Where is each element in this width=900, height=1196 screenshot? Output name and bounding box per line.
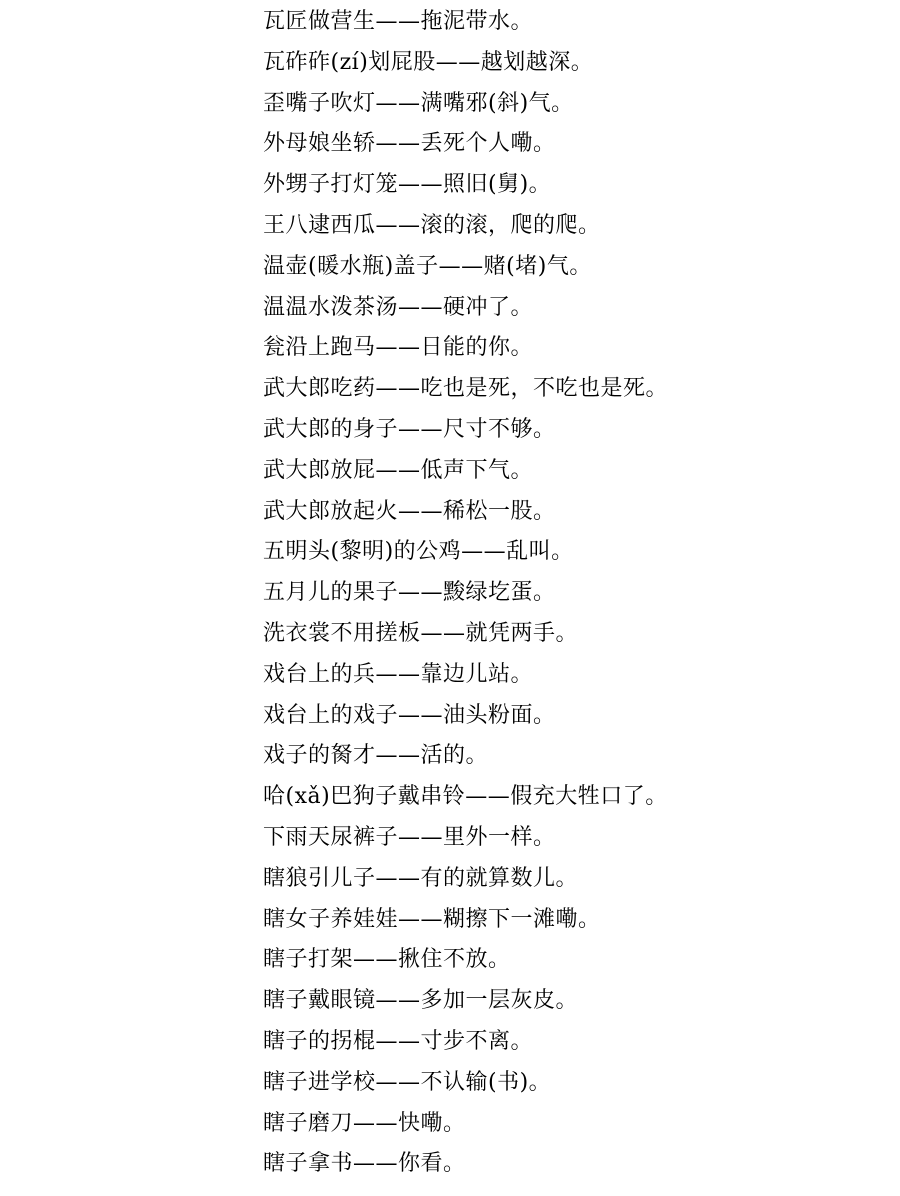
proverb-line: 瓦砟砟(zí)划屁股——越划越深。 (263, 49, 594, 75)
proverb-line: 五月儿的果子——黢绿圪蛋。 (263, 580, 556, 606)
proverb-line: 瞎子磨刀——快嘞。 (263, 1110, 466, 1136)
proverb-line: 戏台上的兵——靠边儿站。 (263, 661, 534, 687)
proverb-line: 瞎子进学校——不认输(书)。 (263, 1069, 552, 1095)
proverb-line: 瓦匠做营生——拖泥带水。 (263, 9, 534, 34)
proverb-line: 外甥子打灯笼——照旧(舅)。 (263, 172, 552, 198)
proverb-line: 下雨天尿裤子——里外一样。 (263, 824, 556, 850)
proverb-line: 哈(xǎ)巴狗子戴串铃——假充大牲口了。 (263, 784, 668, 810)
proverb-line: 武大郎的身子——尺寸不够。 (263, 416, 556, 442)
proverb-line: 武大郎吃药——吃也是死，不吃也是死。 (263, 376, 669, 402)
proverb-line: 武大郎放屁——低声下气。 (263, 457, 534, 483)
proverb-line: 瞎子拿书——你看。 (263, 1151, 466, 1177)
proverb-line: 歪嘴子吹灯——满嘴邪(斜)气。 (263, 90, 574, 116)
proverb-line: 瞎狼引儿子——有的就算数儿。 (263, 865, 579, 891)
proverb-line: 王八逮西瓜——滚的滚，爬的爬。 (263, 212, 601, 238)
proverb-line: 瞎子打架——揪住不放。 (263, 947, 511, 973)
proverb-line: 武大郎放起火——稀松一股。 (263, 498, 556, 524)
proverb-line: 瞎子戴眼镜——多加一层灰皮。 (263, 988, 579, 1014)
proverb-line: 瞎子的拐棍——寸步不离。 (263, 1028, 534, 1054)
proverb-line: 温壶(暖水瓶)盖子——赌(堵)气。 (263, 253, 592, 279)
proverb-line: 温温水泼茶汤——硬冲了。 (263, 294, 534, 320)
proverb-line: 瞎女子养娃娃——糊擦下一滩嘞。 (263, 906, 601, 932)
proverb-line: 戏台上的戏子——油头粉面。 (263, 702, 556, 728)
proverb-list (263, 2, 668, 1185)
proverb-line: 外母娘坐轿——丢死个人嘞。 (263, 131, 556, 157)
proverb-line: 洗衣裳不用搓板——就凭两手。 (263, 620, 579, 646)
proverb-line: 戏子的胬才——活的。 (263, 743, 489, 769)
proverb-line: 瓮沿上跑马——日能的你。 (263, 335, 534, 361)
proverb-line: 五明头(黎明)的公鸡——乱叫。 (263, 539, 574, 565)
